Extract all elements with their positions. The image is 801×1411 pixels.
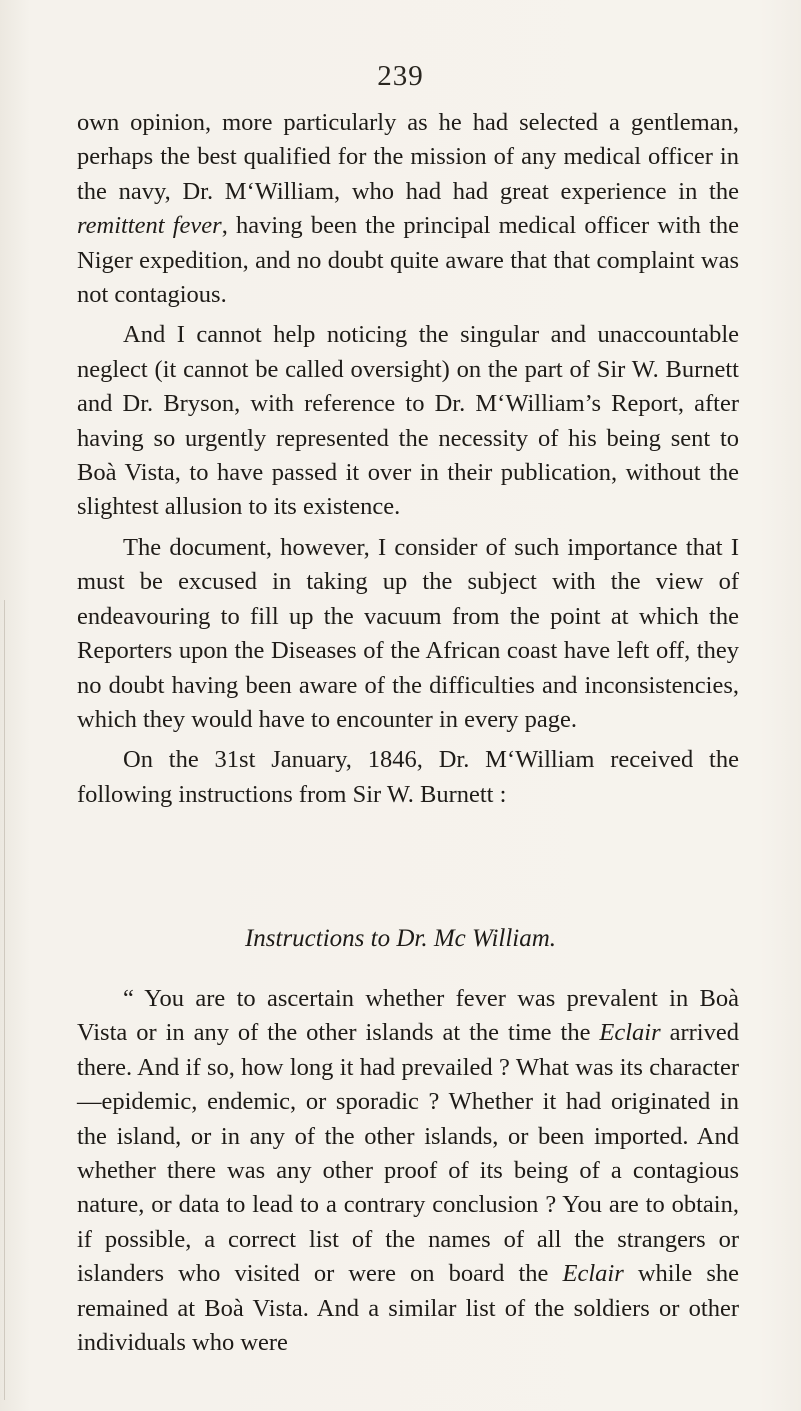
- quote-text-1: “ You are to ascertain whether fever was prevalent in Boà Vista or in any of the other islands at the time the: [77, 985, 739, 1047]
- instructions-quote: [77, 982, 739, 1360]
- ship-name-eclair: Eclair: [599, 1019, 661, 1047]
- gutter-shadow: [4, 600, 5, 1400]
- paragraph-4: On the 31st January, 1846, Dr. M‘William received the following instructions from Sir W. Burnett :: [77, 746, 739, 808]
- page-number: 239: [377, 60, 424, 92]
- ship-name-eclair-2: Eclair: [562, 1260, 624, 1288]
- paragraph-2: And I cannot help noticing the singular and unaccountable neglect (it cannot be called oversight) on the part of Sir W. Burnett and Dr. Bryson, with reference to Dr. M‘William’s Report, after having so urgently represented the necessity of his being sent to Boà Vista, to have passed it over in their publication, without the slightest allusion to its existence.: [77, 321, 739, 521]
- quote-text-3: while she remained at Boà Vista. And a similar list of the soldiers or other individuals who were: [77, 1260, 740, 1357]
- quote-paragraph: [77, 982, 739, 1360]
- instructions-heading: Instructions to Dr. Mc William.: [244, 925, 557, 952]
- emphasis-remittent-fever: remittent fever: [77, 212, 222, 240]
- paragraph-1-text-b: , having been the principal medical officer with the Niger expedition, and no doubt quite aware that that complaint was not contagious.: [77, 212, 739, 309]
- paragraph-3: The document, however, I consider of such importance that I must be excused in taking up the subject with the view of endeavouring to fill up the vacuum from the point at which the Reporters upon the Diseases of the African coast have left off, they no doubt having been aware of the difficulties and inconsistencies, which they would have to encounter in every page.: [77, 533, 739, 733]
- body-text: [77, 106, 739, 812]
- paragraph-1: [77, 106, 739, 312]
- quote-text-2: arrived there. And if so, how long it had prevailed ? What was its character—epidemic, endemic, or sporadic ? Whether it had originated in the island, or in any of the other islands, or been imported. And whether there was any other proof of its being of a contagious nature, or data to lead to a contrary conclusion ? You are to obtain, if possible, a correct list of the names of all the strangers or islanders who visited or were on board the: [77, 1019, 739, 1288]
- paragraph-1-text-a: own opinion, more particularly as he had selected a gentleman, perhaps the best qualified for the mission of any medical officer in the navy, Dr. M‘William, who had had great experience in the: [77, 109, 739, 205]
